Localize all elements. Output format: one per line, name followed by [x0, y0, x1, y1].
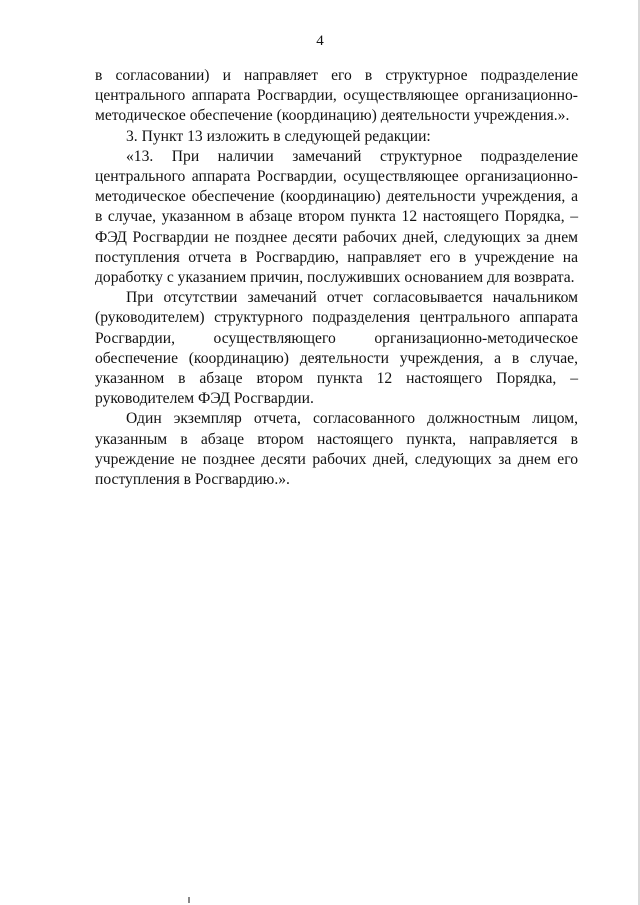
page-number: 4	[316, 33, 324, 49]
paragraph-clause-13: «13. При наличии замечаний структурное подразделение центрального аппарата Росгвардии, осуществляющее организационно-методическое обеспечение (координацию) деятельности учреждения, а в случае, указанном в абзаце втором пункта 12 настоящего Порядка, – ФЭД Росгвардии не позднее десяти рабочих дней, следующих за днем поступления отчета в Росгвардию, направляет его в учреждение на доработку с указанием причин, послуживших основанием для возврата.	[95, 147, 578, 287]
paragraph-copy-sent: Один экземпляр отчета, согласованного должностным лицом, указанным в абзаце втором настоящего пункта, направляется в учреждение не позднее десяти рабочих дней, следующих за днем его поступления в Росгвардию.».	[95, 410, 578, 489]
paragraph-item-3: 3. Пункт 13 изложить в следующей редакции:	[126, 127, 431, 145]
scan-mark	[188, 897, 190, 903]
document-body	[95, 66, 578, 490]
paragraph-no-remarks: При отсутствии замечаний отчет согласовывается начальником (руководителем) структурного подразделения центрального аппарата Росгвардии, осуществляющего организационно-методическое обеспечение (координацию) деятельности учреждения, а в случае, указанном в абзаце втором пункта 12 настоящего Порядка, – руководителем ФЭД Росгвардии.	[95, 289, 578, 408]
paragraph-continuation: в согласовании) и направляет его в структурное подразделение центрального аппарата Росгвардии, осуществляющее организационно-методическое обеспечение (координацию) деятельности учреждения.».	[95, 67, 578, 125]
